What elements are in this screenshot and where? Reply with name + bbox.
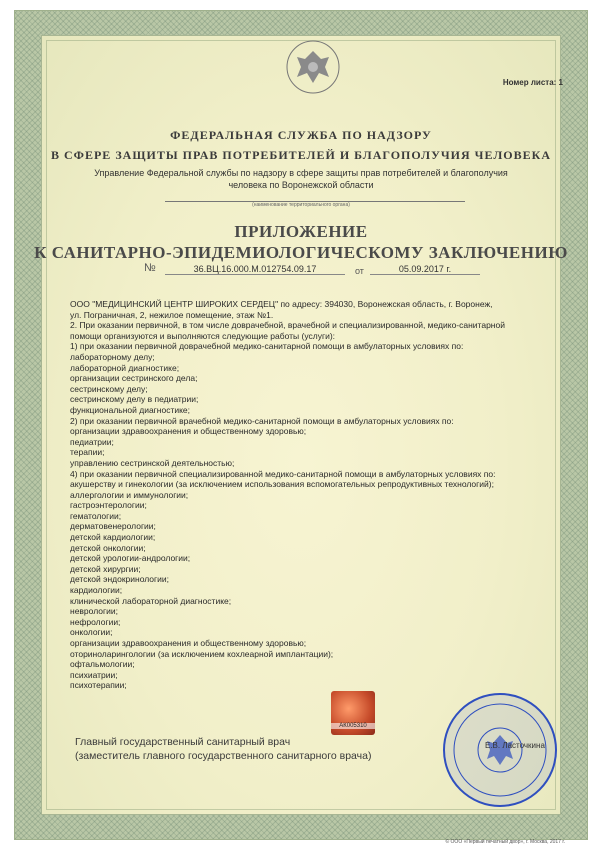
services-list-line: организации здравоохранения и общественному здоровью; [70,426,307,437]
services-list-line: лабораторной диагностике; [70,362,180,373]
services-list-line: функциональной диагностике; [70,404,190,415]
services-list-line: клинической лабораторной диагностике; [70,595,232,606]
issuer-name [75,167,527,191]
services-list-line: 2. При оказании первичной, в том числе доврачебной, врачебной и специализированной, медико-санитарной [70,320,505,331]
services-list-line: гастроэнтерологии; [70,500,147,511]
services-list-line: детской хирургии; [70,563,141,574]
org-title-line1: ФЕДЕРАЛЬНАЯ СЛУЖБА ПО НАДЗОРУ [170,128,432,142]
services-list-line: нефрологии; [70,616,121,627]
doc-title-line2: К САНИТАРНО-ЭПИДЕМИОЛОГИЧЕСКОМУ ЗАКЛЮЧЕНИЮ [34,243,568,262]
services-list-line: неврологии; [70,606,118,617]
services-list-line: кардиологии; [70,585,123,596]
printer-note: © ООО «Первый печатный двор», г. Москва, 2017 г. [445,839,565,845]
services-list-line: управлению сестринской деятельностью; [70,457,235,468]
services-list-line: помощи организуются и выполняются следующие работы (услуги): [70,330,336,341]
services-list [70,299,570,691]
issuer-line2: человека по Воронежской области [228,180,374,190]
signature-name: Е.В. Ласточкина [485,741,545,750]
federal-service-title [15,125,587,165]
services-list-line: дерматовенерологии; [70,521,156,532]
hologram-seal [331,691,375,735]
certificate-page [14,10,588,845]
services-list-line: ул. Пограничная, 2, нежилое помещение, этаж №1. [70,309,274,320]
services-list-line: аллергологии и иммунологии; [70,489,189,500]
services-list-line: психиатрии; [70,669,118,680]
sheet-number: Номер листа: 1 [502,78,563,87]
services-list-line: детской урологии-андрологии; [70,553,191,564]
issuer-caption: (наименование территориального органа) [252,202,350,208]
services-list-line: онкологии; [70,627,113,638]
services-list-line: детской кардиологии; [70,532,156,543]
issuer-line1: Управление Федеральной службы по надзору в сфере защиты прав потребителей и благополучия [94,168,508,178]
services-list-line: организации сестринского дела; [70,373,198,384]
services-list-line: сестринскому делу; [70,383,148,394]
services-list-line: детской эндокринологии; [70,574,169,585]
doc-title-line1: ПРИЛОЖЕНИЕ [234,222,368,241]
hologram-code: АК005310 [331,723,375,729]
official-round-stamp [441,691,559,809]
services-list-line: сестринскому делу в педиатрии; [70,394,199,405]
services-list-line: офтальмологии; [70,659,135,670]
doctor-line1: Главный государственный санитарный врач [75,736,291,748]
services-list-line: 1) при оказании первичной доврачебной медико-санитарной помощи в амбулаторных условиях по: [70,341,464,352]
services-list-line: детской онкологии; [70,542,146,553]
services-list-line: лабораторному делу; [70,351,155,362]
services-list-line: педиатрии; [70,436,114,447]
services-list-line: ООО "МЕДИЦИНСКИЙ ЦЕНТР ШИРОКИХ СЕРДЕЦ" по адресу: 394030, Воронежская область, г. Воронеж, [70,299,493,309]
services-list-line: 2) при оказании первичной врачебной медико-санитарной помощи в амбулаторных условиях по: [70,415,454,426]
services-list-line: акушерству и гинекологии (за исключением использования вспомогательных репродуктивных технологий); [70,479,494,490]
services-list-line: терапии; [70,447,105,458]
certificate-date: 05.09.2017 г. [370,264,480,275]
services-list-line: психотерапии; [70,680,127,691]
document-title [15,221,587,263]
doctor-line2: (заместитель главного государственного санитарного врача) [75,750,372,762]
services-list-line: организации здравоохранения и общественному здоровью; [70,638,307,648]
services-list-line: оториноларингологии (за исключением кохлеарной имплантации); [70,648,334,659]
services-list-line: гематологии; [70,510,122,521]
coat-of-arms-emblem [285,39,341,95]
chief-doctor-title [75,735,371,763]
date-label: от [355,266,364,276]
number-label: № [144,262,156,274]
certificate-number: 36.ВЦ.16.000.М.012754.09.17 [165,264,345,275]
org-title-line2: В СФЕРЕ ЗАЩИТЫ ПРАВ ПОТРЕБИТЕЛЕЙ И БЛАГОПОЛУЧИЯ ЧЕЛОВЕКА [51,148,551,162]
services-list-line: 4) при оказании первичной специализированной медико-санитарной помощи в амбулаторных условиях по: [70,468,496,479]
